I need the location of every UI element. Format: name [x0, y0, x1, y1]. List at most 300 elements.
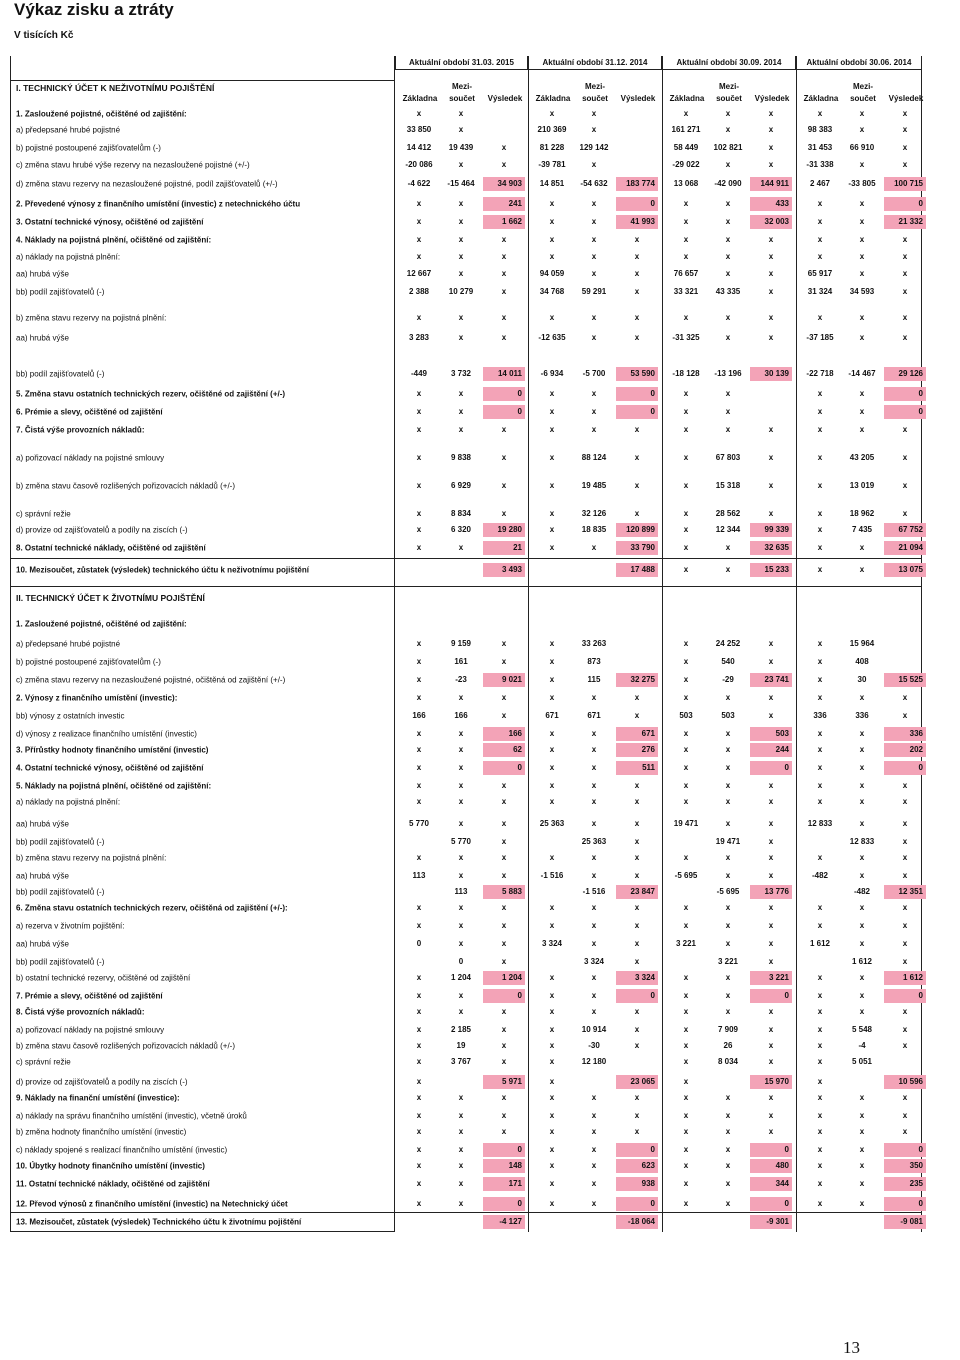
- value-cell: x: [549, 252, 555, 261]
- value-cell: x: [683, 1199, 689, 1208]
- value-cell: -6 934: [540, 369, 564, 378]
- value-cell: x: [768, 1093, 774, 1102]
- section1-row-label: bb) podíl zajišťovatelů (-): [16, 369, 105, 379]
- section2-row-label: d) výnosy z realizace finančního umístění (investic): [16, 729, 197, 739]
- zakladna-header: Základna: [669, 94, 705, 103]
- value-cell: x: [859, 217, 865, 226]
- value-cell: x: [859, 565, 865, 574]
- value-cell: 344: [750, 1177, 792, 1191]
- value-cell: 31 453: [807, 143, 833, 152]
- value-cell: x: [725, 269, 731, 278]
- value-cell: x: [501, 509, 507, 518]
- value-cell: x: [591, 1111, 597, 1120]
- value-cell: x: [768, 781, 774, 790]
- value-cell: x: [501, 287, 507, 296]
- value-cell: x: [634, 837, 640, 846]
- value-cell: x: [549, 425, 555, 434]
- value-cell: x: [591, 333, 597, 342]
- value-cell: 25 363: [581, 837, 607, 846]
- value-cell: x: [859, 252, 865, 261]
- value-cell: x: [768, 1041, 774, 1050]
- value-cell: x: [768, 1111, 774, 1120]
- value-cell: 12 344: [715, 525, 741, 534]
- section1-row-label: 2. Převedené výnosy z finančního umístění (investic) z netechnického účtu: [16, 199, 301, 209]
- value-cell: x: [817, 199, 823, 208]
- value-cell: 511: [616, 761, 658, 775]
- section2-row-label: 12. Převod výnosů z finančního umístění (investic) na Netechnický účet: [16, 1199, 288, 1209]
- value-cell: x: [817, 453, 823, 462]
- section2-row-label: c) změna stavu rezervy na nezasloužené pojistné, očištěná od zajištění (+/-): [16, 675, 286, 685]
- value-cell: 336: [884, 727, 926, 741]
- value-cell: -14 467: [848, 369, 876, 378]
- section2-row-label: d) provize od zajišťovatelů a podíly na ziscích (-): [16, 1077, 188, 1087]
- value-cell: x: [416, 675, 422, 684]
- value-cell: x: [768, 160, 774, 169]
- section1-title: I. TECHNICKÝ ÚČET K NEŽIVOTNÍMU POJIŠTĚNÍ: [16, 83, 215, 93]
- value-cell: x: [634, 781, 640, 790]
- value-cell: x: [725, 109, 731, 118]
- value-cell: x: [416, 973, 422, 982]
- section2-row-label: 5. Náklady na pojistná plnění, očištěné od zajištění:: [16, 781, 212, 791]
- value-cell: x: [725, 235, 731, 244]
- value-cell: 144 911: [750, 177, 792, 191]
- value-cell: x: [683, 1127, 689, 1136]
- value-cell: x: [416, 781, 422, 790]
- value-cell: x: [634, 903, 640, 912]
- value-cell: x: [416, 1179, 422, 1188]
- value-cell: 0: [483, 1197, 525, 1211]
- section1-row-label: 7. Čistá výše provozních nákladů:: [16, 425, 145, 435]
- value-cell: x: [725, 1199, 731, 1208]
- value-cell: 13 075: [884, 563, 926, 577]
- value-cell: x: [725, 565, 731, 574]
- value-cell: x: [902, 333, 908, 342]
- value-cell: 408: [855, 657, 869, 666]
- section2-row-label: aa) hrubá výše: [16, 871, 69, 881]
- value-cell: 28 562: [715, 509, 741, 518]
- value-cell: x: [501, 903, 507, 912]
- value-cell: 12 667: [406, 269, 432, 278]
- value-cell: x: [902, 957, 908, 966]
- value-cell: x: [859, 1161, 865, 1170]
- value-cell: x: [416, 1199, 422, 1208]
- value-cell: x: [725, 973, 731, 982]
- value-cell: x: [458, 425, 464, 434]
- value-cell: 503: [679, 711, 693, 720]
- value-cell: x: [902, 1007, 908, 1016]
- value-cell: x: [458, 781, 464, 790]
- value-cell: -9 301: [750, 1215, 792, 1229]
- value-cell: 113: [454, 887, 468, 896]
- section2-row-label: b) změna stavu rezervy na pojistná plnění:: [16, 853, 167, 863]
- value-cell: 0: [616, 197, 658, 211]
- value-cell: 76 657: [673, 269, 699, 278]
- value-cell: 6 929: [450, 481, 472, 490]
- value-cell: 34 768: [539, 287, 565, 296]
- value-cell: 67 803: [715, 453, 741, 462]
- value-cell: x: [817, 675, 823, 684]
- value-cell: x: [634, 1007, 640, 1016]
- value-cell: 0: [884, 405, 926, 419]
- value-cell: 19: [456, 1041, 466, 1050]
- divider: [10, 1212, 922, 1213]
- value-cell: x: [458, 160, 464, 169]
- value-cell: -12 635: [538, 333, 566, 342]
- value-cell: 19 280: [483, 523, 525, 537]
- value-cell: 0: [616, 387, 658, 401]
- value-cell: x: [416, 1057, 422, 1066]
- value-cell: x: [549, 1179, 555, 1188]
- value-cell: x: [458, 217, 464, 226]
- value-cell: x: [902, 509, 908, 518]
- section2-row-label: a) rezerva v životním pojištění:: [16, 921, 125, 931]
- value-cell: x: [683, 235, 689, 244]
- value-cell: x: [549, 781, 555, 790]
- value-cell: x: [725, 199, 731, 208]
- value-cell: x: [501, 252, 507, 261]
- section2-row-label: bb) podíl zajišťovatelů (-): [16, 957, 105, 967]
- value-cell: x: [501, 1111, 507, 1120]
- value-cell: x: [634, 853, 640, 862]
- value-cell: x: [725, 407, 731, 416]
- value-cell: x: [458, 1093, 464, 1102]
- value-cell: 235: [884, 1177, 926, 1191]
- value-cell: x: [859, 1007, 865, 1016]
- value-cell: x: [683, 1093, 689, 1102]
- value-cell: x: [634, 313, 640, 322]
- value-cell: x: [416, 903, 422, 912]
- value-cell: x: [817, 991, 823, 1000]
- section2-row-label: bb) podíl zajišťovatelů (-): [16, 887, 105, 897]
- value-cell: x: [549, 543, 555, 552]
- value-cell: x: [817, 217, 823, 226]
- value-cell: x: [591, 125, 597, 134]
- value-cell: 873: [587, 657, 601, 666]
- value-cell: 31 324: [807, 287, 833, 296]
- value-cell: 161 271: [671, 125, 701, 134]
- value-cell: x: [768, 693, 774, 702]
- value-cell: x: [549, 903, 555, 912]
- value-cell: x: [458, 1111, 464, 1120]
- value-cell: x: [416, 745, 422, 754]
- value-cell: x: [859, 125, 865, 134]
- mezisoucet-header-line1: Mezi-: [853, 82, 873, 91]
- value-cell: -37 185: [806, 333, 834, 342]
- value-cell: 503: [721, 711, 735, 720]
- value-cell: x: [591, 797, 597, 806]
- value-cell: x: [683, 797, 689, 806]
- value-cell: x: [725, 1007, 731, 1016]
- value-cell: x: [416, 252, 422, 261]
- value-cell: -4: [858, 1041, 866, 1050]
- value-cell: x: [725, 693, 731, 702]
- value-cell: x: [549, 525, 555, 534]
- value-cell: x: [458, 1127, 464, 1136]
- value-cell: -54 632: [580, 179, 608, 188]
- value-cell: x: [902, 711, 908, 720]
- value-cell: x: [501, 481, 507, 490]
- section1-row-label: a) předepsané hrubé pojistné: [16, 125, 121, 135]
- value-cell: x: [683, 1145, 689, 1154]
- value-cell: x: [634, 957, 640, 966]
- value-cell: x: [416, 921, 422, 930]
- value-cell: x: [416, 425, 422, 434]
- value-cell: 10 279: [448, 287, 474, 296]
- value-cell: x: [768, 333, 774, 342]
- value-cell: 0: [416, 939, 422, 948]
- value-cell: x: [591, 1007, 597, 1016]
- value-cell: x: [768, 1127, 774, 1136]
- value-cell: x: [859, 160, 865, 169]
- value-cell: x: [501, 921, 507, 930]
- value-cell: x: [549, 1077, 555, 1086]
- value-cell: x: [501, 819, 507, 828]
- value-cell: x: [591, 1093, 597, 1102]
- page-number: 13: [843, 1338, 860, 1357]
- value-cell: -13 196: [714, 369, 742, 378]
- value-cell: x: [768, 252, 774, 261]
- section1-row-label: bb) podíl zajišťovatelů (-): [16, 287, 105, 297]
- value-cell: x: [591, 1161, 597, 1170]
- value-cell: x: [725, 389, 731, 398]
- value-cell: 0: [884, 1143, 926, 1157]
- section2-title: II. TECHNICKÝ ÚČET K ŽIVOTNÍMU POJIŠTĚNÍ: [16, 593, 205, 603]
- value-cell: x: [416, 1025, 422, 1034]
- value-cell: x: [549, 729, 555, 738]
- value-cell: x: [902, 287, 908, 296]
- value-cell: 9 838: [450, 453, 472, 462]
- value-cell: 30: [857, 675, 867, 684]
- value-cell: x: [859, 973, 865, 982]
- section2-row-label: b) změna hodnoty finančního umístění (investic): [16, 1127, 187, 1137]
- value-cell: 671: [545, 711, 559, 720]
- value-cell: 480: [750, 1159, 792, 1173]
- section1-row-label: 4. Náklady na pojistná plnění, očištěné od zajištění:: [16, 235, 212, 245]
- value-cell: x: [725, 745, 731, 754]
- value-cell: x: [458, 853, 464, 862]
- value-cell: 23 847: [616, 885, 658, 899]
- value-cell: -23: [455, 675, 467, 684]
- value-cell: x: [501, 453, 507, 462]
- value-cell: 15 964: [849, 639, 875, 648]
- value-cell: 1 662: [483, 215, 525, 229]
- value-cell: x: [725, 160, 731, 169]
- value-cell: x: [768, 143, 774, 152]
- value-cell: x: [458, 1007, 464, 1016]
- value-cell: x: [634, 269, 640, 278]
- value-cell: x: [458, 1161, 464, 1170]
- value-cell: x: [902, 921, 908, 930]
- value-cell: x: [683, 199, 689, 208]
- value-cell: x: [768, 125, 774, 134]
- value-cell: 30 139: [750, 367, 792, 381]
- value-cell: x: [549, 313, 555, 322]
- section2-row-label: 13. Mezisoučet, zůstatek (výsledek) Technického účtu k životnímu pojištění: [16, 1217, 302, 1227]
- value-cell: x: [501, 1007, 507, 1016]
- value-cell: -33 805: [848, 179, 876, 188]
- value-cell: 0: [483, 989, 525, 1003]
- value-cell: x: [416, 1161, 422, 1170]
- value-cell: x: [683, 1057, 689, 1066]
- value-cell: x: [416, 729, 422, 738]
- value-cell: 202: [884, 743, 926, 757]
- value-cell: x: [501, 939, 507, 948]
- value-cell: 8 034: [717, 1057, 739, 1066]
- value-cell: x: [549, 1025, 555, 1034]
- value-cell: -482: [811, 871, 828, 880]
- value-cell: x: [591, 781, 597, 790]
- value-cell: x: [902, 143, 908, 152]
- value-cell: 5 051: [851, 1057, 873, 1066]
- value-cell: x: [591, 763, 597, 772]
- value-cell: x: [725, 729, 731, 738]
- value-cell: 0: [750, 989, 792, 1003]
- value-cell: x: [634, 1025, 640, 1034]
- vysledek-header: Výsledek: [754, 94, 790, 103]
- value-cell: -5 695: [674, 871, 698, 880]
- value-cell: 18 962: [849, 509, 875, 518]
- value-cell: -5 695: [716, 887, 740, 896]
- value-cell: x: [859, 1111, 865, 1120]
- value-cell: x: [458, 333, 464, 342]
- value-cell: x: [725, 217, 731, 226]
- value-cell: x: [817, 763, 823, 772]
- value-cell: x: [591, 109, 597, 118]
- value-cell: x: [817, 1145, 823, 1154]
- section2-row-label: 4. Ostatní technické výnosy, očištěné od zajištění: [16, 763, 204, 773]
- value-cell: x: [768, 269, 774, 278]
- value-cell: 0: [616, 1143, 658, 1157]
- value-cell: x: [634, 481, 640, 490]
- value-cell: x: [549, 1041, 555, 1050]
- value-cell: x: [683, 109, 689, 118]
- value-cell: x: [725, 939, 731, 948]
- value-cell: x: [549, 481, 555, 490]
- value-cell: 5 548: [851, 1025, 873, 1034]
- value-cell: 32 003: [750, 215, 792, 229]
- section2-row-label: 11. Ostatní technické náklady, očištěné od zajištění: [16, 1179, 210, 1189]
- value-cell: x: [902, 125, 908, 134]
- value-cell: -29 022: [672, 160, 700, 169]
- section2-row-label: 2. Výnosy z finančního umístění (investic):: [16, 693, 178, 703]
- value-cell: 3 283: [408, 333, 430, 342]
- value-cell: 25 363: [539, 819, 565, 828]
- value-cell: 32 126: [581, 509, 607, 518]
- value-cell: x: [768, 837, 774, 846]
- value-cell: 9 159: [450, 639, 472, 648]
- value-cell: 5 770: [408, 819, 430, 828]
- value-cell: 115: [587, 675, 601, 684]
- value-cell: x: [549, 973, 555, 982]
- divider: [528, 70, 529, 1232]
- value-cell: x: [817, 1057, 823, 1066]
- value-cell: x: [416, 525, 422, 534]
- value-cell: 671: [616, 727, 658, 741]
- value-cell: -15 464: [447, 179, 475, 188]
- value-cell: x: [859, 313, 865, 322]
- value-cell: x: [416, 235, 422, 244]
- value-cell: x: [416, 1093, 422, 1102]
- value-cell: x: [683, 657, 689, 666]
- value-cell: 1 204: [483, 971, 525, 985]
- value-cell: -29: [722, 675, 734, 684]
- value-cell: 0: [884, 1197, 926, 1211]
- value-cell: x: [683, 1077, 689, 1086]
- value-cell: 2 467: [809, 179, 831, 188]
- value-cell: x: [416, 109, 422, 118]
- value-cell: x: [501, 639, 507, 648]
- value-cell: x: [725, 125, 731, 134]
- value-cell: 0: [483, 761, 525, 775]
- value-cell: x: [683, 481, 689, 490]
- vysledek-header: Výsledek: [487, 94, 523, 103]
- value-cell: x: [902, 160, 908, 169]
- value-cell: x: [725, 763, 731, 772]
- value-cell: x: [768, 425, 774, 434]
- value-cell: 7 909: [717, 1025, 739, 1034]
- section1-row-label: b) změna stavu rezervy na pojistná plnění:: [16, 313, 167, 323]
- value-cell: x: [549, 1145, 555, 1154]
- value-cell: x: [591, 217, 597, 226]
- value-cell: x: [591, 1199, 597, 1208]
- value-cell: x: [768, 853, 774, 862]
- value-cell: x: [768, 109, 774, 118]
- value-cell: x: [725, 1179, 731, 1188]
- value-cell: x: [859, 991, 865, 1000]
- value-cell: 10 596: [884, 1075, 926, 1089]
- value-cell: x: [591, 903, 597, 912]
- value-cell: x: [634, 235, 640, 244]
- value-cell: x: [501, 1041, 507, 1050]
- value-cell: -5 700: [582, 369, 606, 378]
- section2-row-label: b) změna stavu časově rozlišených pořizovacích nákladů (+/-): [16, 1041, 235, 1051]
- value-cell: x: [725, 903, 731, 912]
- value-cell: 62: [483, 743, 525, 757]
- value-cell: 113: [412, 871, 426, 880]
- value-cell: 15 525: [884, 673, 926, 687]
- value-cell: x: [416, 543, 422, 552]
- value-cell: 29 126: [884, 367, 926, 381]
- value-cell: 5 883: [483, 885, 525, 899]
- value-cell: x: [591, 425, 597, 434]
- value-cell: 5 971: [483, 1075, 525, 1089]
- section1-row-label: d) změna stavu rezervy na nezasloužené pojistné, podíl zajišťovatelů (+/-): [16, 179, 278, 189]
- value-cell: x: [501, 1093, 507, 1102]
- value-cell: x: [768, 711, 774, 720]
- value-cell: x: [683, 1179, 689, 1188]
- value-cell: x: [817, 657, 823, 666]
- value-cell: x: [591, 871, 597, 880]
- value-cell: x: [817, 109, 823, 118]
- value-cell: x: [768, 657, 774, 666]
- value-cell: -22 718: [806, 369, 834, 378]
- value-cell: 3 221: [750, 971, 792, 985]
- value-cell: x: [501, 871, 507, 880]
- value-cell: x: [634, 1093, 640, 1102]
- value-cell: 34 903: [483, 177, 525, 191]
- value-cell: 244: [750, 743, 792, 757]
- value-cell: x: [549, 1161, 555, 1170]
- value-cell: x: [549, 407, 555, 416]
- value-cell: 0: [483, 405, 525, 419]
- value-cell: x: [591, 313, 597, 322]
- value-cell: x: [549, 763, 555, 772]
- value-cell: 350: [884, 1159, 926, 1173]
- section1-row-label: 3. Ostatní technické výnosy, očištěné od zajištění: [16, 217, 204, 227]
- value-cell: 1 204: [450, 973, 472, 982]
- value-cell: x: [683, 1007, 689, 1016]
- value-cell: x: [549, 853, 555, 862]
